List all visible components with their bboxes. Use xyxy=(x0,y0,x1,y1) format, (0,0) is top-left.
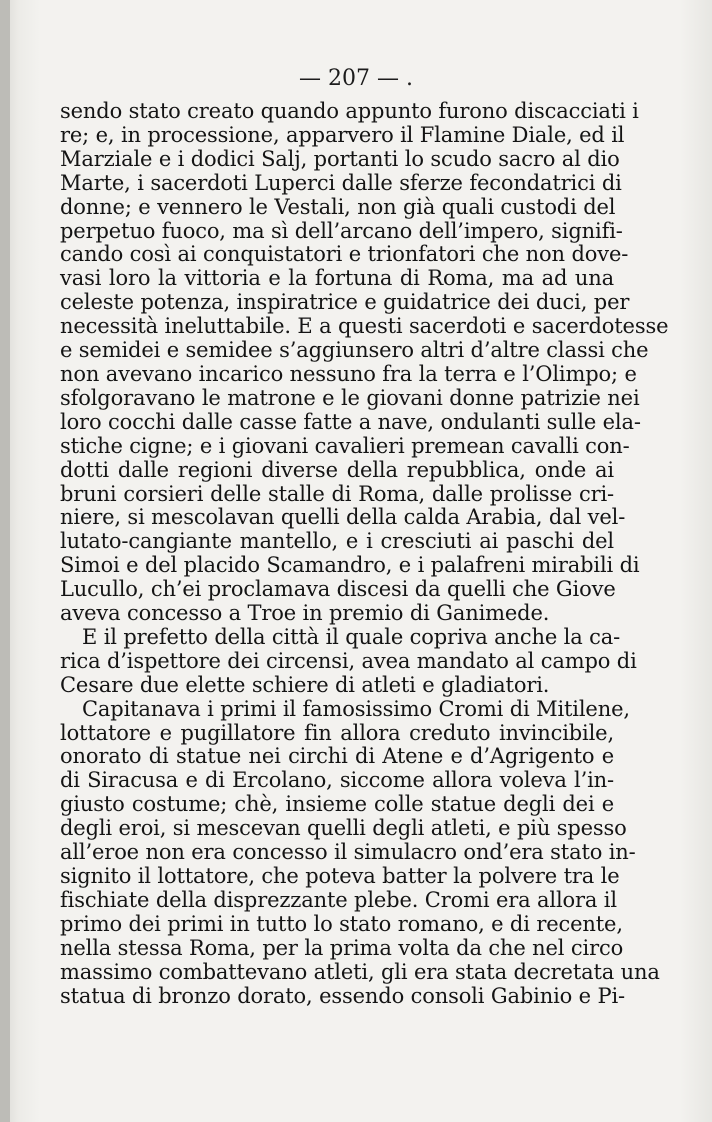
text-line: primo dei primi in tutto lo stato romano, e di recente, xyxy=(60,911,623,936)
text-line: statua di bronzo dorato, essendo consoli Gabinio e Pi- xyxy=(60,983,625,1008)
text-line: nella stessa Roma, per la prima volta da che nel circo xyxy=(60,935,624,960)
text-line: Cesare due elette schiere di atleti e gladiatori. xyxy=(60,672,550,697)
text-line: bruni corsieri delle stalle di Roma, dalle prolisse cri- xyxy=(60,481,614,506)
text-line: rica d’ispettore dei circensi, avea mandato al campo di xyxy=(60,648,637,673)
text-line: e semidei e semidee s’aggiunsero altri d’altre classi che xyxy=(60,338,649,363)
text-line: di Siracusa e di Ercolano, siccome allora voleva l’in- xyxy=(60,768,614,793)
text-line: all’eroe non era concesso il simulacro ond’era stato in- xyxy=(60,840,636,865)
text-line: donne; e vennero le Vestali, non già quali custodi del xyxy=(60,194,616,219)
text-line: E il prefetto della città il quale copriva anche la ca- xyxy=(82,624,621,649)
body-text xyxy=(60,99,669,1008)
text-line: vasi loro la vittoria e la fortuna di Roma, ma ad una xyxy=(60,266,614,291)
text-line: lottatore e pugillatore fin allora creduto invincibile, xyxy=(60,720,614,745)
page-gutter-shadow xyxy=(0,0,10,1122)
text-line: degli eroi, si mescevan quelli degli atleti, e più spesso xyxy=(60,816,627,841)
text-line: non avevano incarico nessuno fra la terra e l’Olimpo; e xyxy=(60,361,637,386)
text-line: stiche cigne; e i giovani cavalieri premean cavalli con- xyxy=(60,433,630,458)
text-line: sendo stato creato quando appunto furono discacciati i xyxy=(60,99,639,123)
text-line: onorato di statue nei circhi di Atene e d’Agrigento e xyxy=(60,744,614,769)
text-line: Marte, i sacerdoti Luperci dalle sferze fecondatrici di xyxy=(60,170,622,195)
text-line: celeste potenza, inspiratrice e guidatrice dei duci, per xyxy=(60,290,630,315)
text-line: dotti dalle regioni diverse della repubblica, onde ai xyxy=(60,457,614,482)
text-line: giusto costume; chè, insieme colle statue degli dei e xyxy=(60,792,614,817)
text-line: fischiate della disprezzante plebe. Cromi era allora il xyxy=(60,887,617,912)
text-line: massimo combattevano atleti, gli era stata decretata una xyxy=(60,959,660,984)
text-line: Simoi e del placido Scamandro, e i palafreni mirabili di xyxy=(60,553,640,578)
text-line: re; e, in processione, apparvero il Flamine Diale, ed il xyxy=(60,122,625,147)
text-line: Lucullo, ch’ei proclamava discesi da quelli che Giove xyxy=(60,577,616,602)
text-line: necessità ineluttabile. E a questi sacerdoti e sacerdotesse xyxy=(60,314,669,339)
text-line: signito il lottatore, che poteva batter la polvere tra le xyxy=(60,864,620,888)
text-line: loro cocchi dalle casse fatte a nave, ondulanti sulle ela- xyxy=(60,409,641,434)
page-number: — 207 — . xyxy=(299,66,413,91)
text-line: lutato-cangiante mantello, e i cresciuti ai paschi del xyxy=(60,529,614,554)
text-line: Marziale e i dodici Salj, portanti lo scudo sacro al dio xyxy=(60,146,620,171)
text-line: cando così ai conquistatori e trionfatori che non dove- xyxy=(60,242,629,267)
text-line: perpetuo fuoco, ma sì dell’arcano dell’impero, signifi- xyxy=(60,218,623,243)
text-line: sfolgoravano le matrone e le giovani donne patrizie nei xyxy=(60,385,640,410)
text-line: niere, si mescolavan quelli della calda Arabia, dal vel- xyxy=(60,505,626,530)
text-line: Capitanava i primi il famosissimo Cromi di Mitilene, xyxy=(82,696,630,721)
text-line: aveva concesso a Troe in premio di Ganimede. xyxy=(60,601,550,626)
